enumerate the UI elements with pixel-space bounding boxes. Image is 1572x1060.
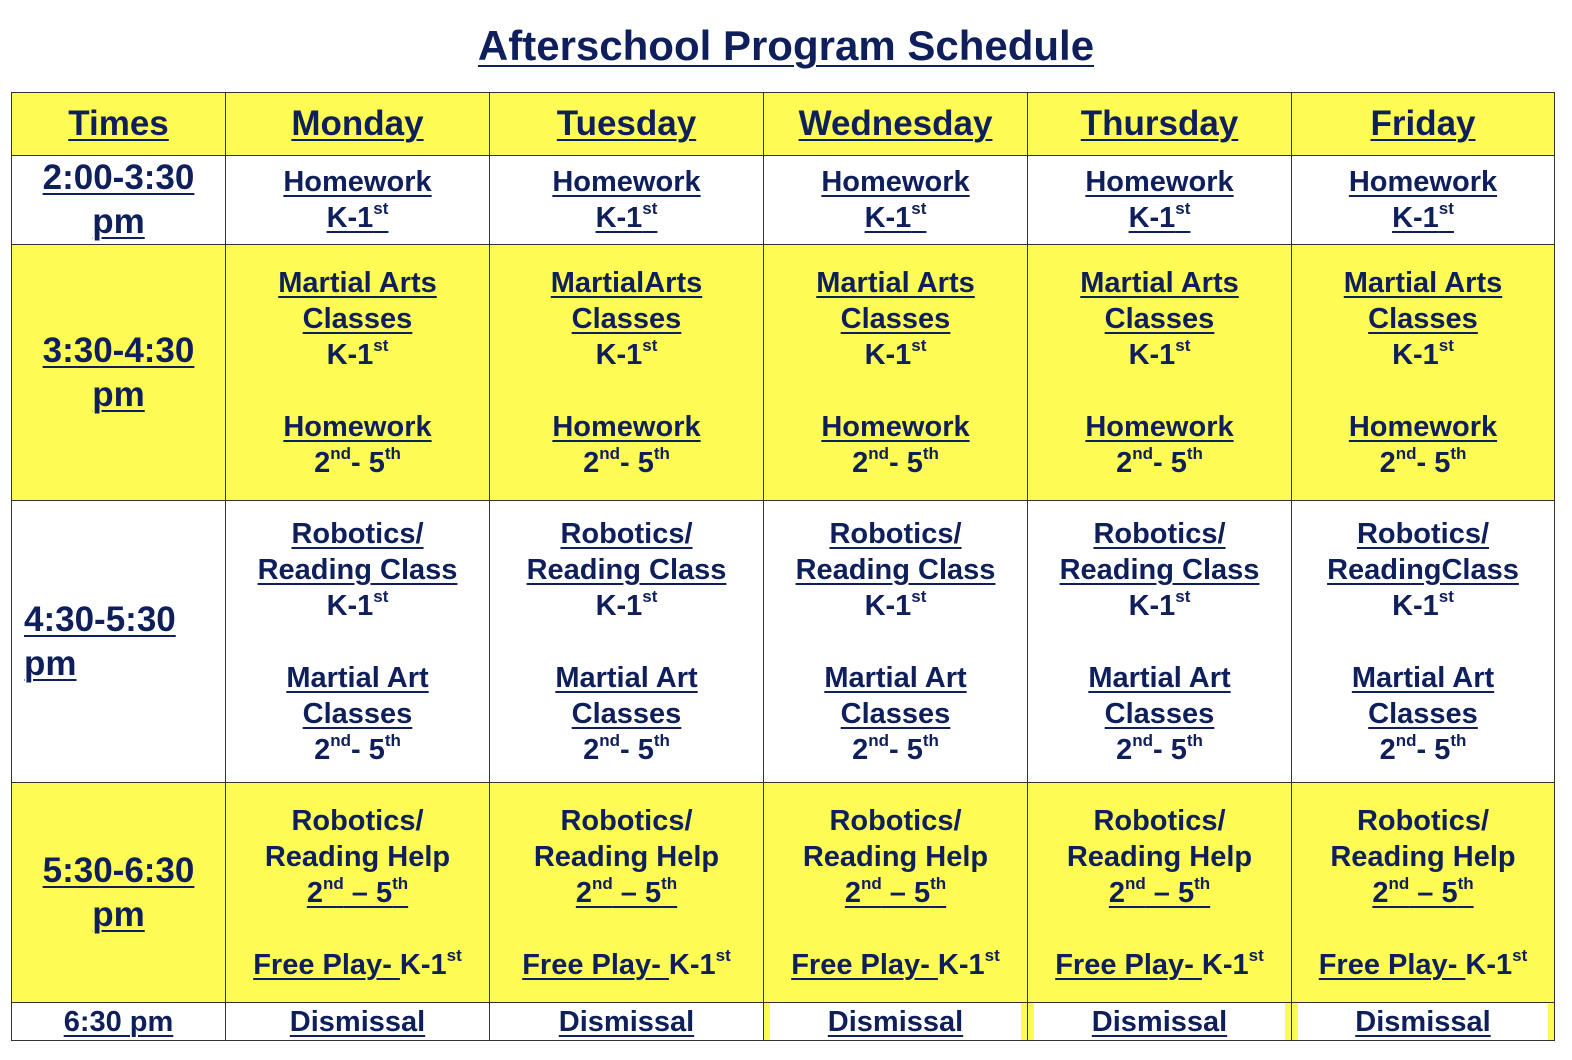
activity-label: Reading Help <box>1330 840 1516 873</box>
activity-label: Reading Class <box>526 553 727 586</box>
schedule-cell: Martial Arts Classes K-1st Homework 2nd- 5th <box>1292 245 1555 501</box>
activity-label: Classes <box>840 302 951 335</box>
schedule-table <box>11 92 1555 1041</box>
activity-label: Homework <box>283 410 432 443</box>
schedule-cell: Robotics/ Reading Class K-1st Martial Art Classes 2nd- 5th <box>764 501 1028 783</box>
activity-label: Homework <box>1348 166 1498 198</box>
schedule-cell <box>226 1003 490 1041</box>
activity-label: Free Play- <box>1055 948 1202 981</box>
schedule-cell: Robotics/ Reading Help 2nd – 5th Free Play- K-1st <box>490 783 764 1003</box>
header-monday <box>226 93 490 156</box>
time-cell <box>12 501 226 783</box>
activity-label: Robotics/ <box>291 804 424 837</box>
activity-label: ReadingClass <box>1327 553 1519 586</box>
schedule-cell: Robotics/ Reading Help 2nd – 5th Free Play- K-1st <box>1028 783 1292 1003</box>
activity-label: Martial Art <box>555 661 698 694</box>
activity-label: Robotics/ <box>829 517 962 550</box>
activity-label: Reading Help <box>802 840 989 873</box>
header-label: Friday <box>1370 104 1476 143</box>
header-thursday <box>1028 93 1292 156</box>
page-title <box>0 18 1572 74</box>
header-row <box>12 93 1555 156</box>
activity-label: Robotics/ <box>1093 517 1226 550</box>
activity-label: Homework <box>821 410 970 443</box>
header-tuesday <box>490 93 764 156</box>
time-label: 5:30-6:30 pm <box>42 850 195 934</box>
header-label: Monday <box>291 104 424 143</box>
schedule-cell <box>764 1003 1028 1041</box>
time-cell <box>12 245 226 501</box>
header-times <box>12 93 226 156</box>
time-cell <box>12 156 226 245</box>
activity-label: Martial Art <box>1088 661 1231 694</box>
schedule-cell <box>490 1003 764 1041</box>
time-label: 4:30-5:30 pm <box>24 599 176 683</box>
grade-label: K-1st <box>1392 199 1454 234</box>
activity-label: Homework <box>283 166 432 198</box>
activity-label: Classes <box>1368 302 1478 335</box>
activity-label: Free Play- <box>522 948 669 981</box>
activity-label: Dismissal <box>827 1005 964 1038</box>
time-label: 3:30-4:30 pm <box>42 330 195 414</box>
activity-label: Classes <box>1104 697 1215 730</box>
activity-label: Classes <box>302 697 413 730</box>
activity-label: Homework <box>821 166 970 198</box>
activity-label: Robotics/ <box>291 517 424 550</box>
activity-label: Classes <box>302 302 413 335</box>
activity-label: Classes <box>571 302 682 335</box>
schedule-cell <box>1292 1003 1555 1041</box>
activity-label: Robotics/ <box>1356 517 1490 550</box>
schedule-cell: Robotics/ Reading Help 2nd – 5th Free Play- K-1st <box>226 783 490 1003</box>
schedule-cell: MartialArts Classes K-1st Homework 2nd- 5th <box>490 245 764 501</box>
activity-label: Robotics/ <box>1093 804 1226 837</box>
page-title-text: Afterschool Program Schedule <box>477 22 1095 69</box>
grade-label: K-1st <box>1128 199 1191 234</box>
activity-label: Martial Art <box>1351 661 1495 694</box>
activity-label: Martial Arts <box>1080 266 1239 299</box>
header-friday <box>1292 93 1555 156</box>
schedule-cell <box>1028 156 1292 245</box>
activity-label: Martial Art <box>286 661 429 694</box>
schedule-cell <box>1028 1003 1292 1041</box>
time-label: 2:00-3:30 pm <box>42 158 195 241</box>
schedule-cell: Martial Arts Classes K-1st Homework 2nd- 5th <box>226 245 490 501</box>
activity-label: Classes <box>1104 302 1215 335</box>
activity-label: Reading Class <box>257 553 458 586</box>
table-row <box>12 501 1555 783</box>
activity-label: MartialArts <box>550 266 703 299</box>
header-label: Tuesday <box>556 104 697 143</box>
activity-label: Homework <box>552 166 701 198</box>
time-cell <box>12 783 226 1003</box>
activity-label: Robotics/ <box>829 804 962 837</box>
activity-label: Martial Arts <box>278 266 437 299</box>
schedule-cell: Robotics/ ReadingClass K-1st Martial Art Classes 2nd- 5th <box>1292 501 1555 783</box>
time-cell <box>12 1003 226 1041</box>
schedule-cell: Martial Arts Classes K-1st Homework 2nd- 5th <box>1028 245 1292 501</box>
activity-label: Robotics/ <box>560 804 693 837</box>
table-row <box>12 156 1555 245</box>
header-label: Wednesday <box>798 104 993 143</box>
activity-label: Robotics/ <box>1356 804 1490 837</box>
schedule-cell: Robotics/ Reading Class K-1st Martial Art Classes 2nd- 5th <box>226 501 490 783</box>
activity-label: Martial Arts <box>816 266 975 299</box>
schedule-cell: Robotics/ Reading Help 2nd – 5th Free Play- K-1st <box>1292 783 1555 1003</box>
activity-label: Martial Art <box>824 661 967 694</box>
table-row <box>12 1003 1555 1041</box>
activity-label: Classes <box>840 697 951 730</box>
activity-label: Dismissal <box>289 1005 426 1038</box>
schedule-cell: Robotics/ Reading Class K-1st Martial Art Classes 2nd- 5th <box>1028 501 1292 783</box>
schedule-cell <box>764 156 1028 245</box>
activity-label: Free Play- <box>1318 948 1466 981</box>
activity-label: Dismissal <box>1355 1005 1491 1038</box>
schedule-cell <box>490 156 764 245</box>
activity-label: Free Play- <box>791 948 938 981</box>
header-label: Thursday <box>1080 104 1239 143</box>
activity-label: Dismissal <box>558 1005 695 1038</box>
activity-label: Reading Class <box>1059 553 1260 586</box>
activity-label: Dismissal <box>1091 1005 1228 1038</box>
time-label: 6:30 pm <box>63 1005 174 1038</box>
activity-label: Free Play- <box>253 948 400 981</box>
schedule-cell: Robotics/ Reading Class K-1st Martial Art Classes 2nd- 5th <box>490 501 764 783</box>
grade-label: K-1st <box>595 199 658 234</box>
schedule-cell <box>226 156 490 245</box>
activity-label: Homework <box>552 410 701 443</box>
header-label: Times <box>68 104 169 143</box>
schedule-cell: Robotics/ Reading Help 2nd – 5th Free Play- K-1st <box>764 783 1028 1003</box>
schedule-cell: Martial Arts Classes K-1st Homework 2nd- 5th <box>764 245 1028 501</box>
activity-label: Reading Class <box>795 553 996 586</box>
activity-label: Reading Help <box>1066 840 1253 873</box>
activity-label: Reading Help <box>533 840 720 873</box>
activity-label: Homework <box>1085 410 1234 443</box>
header-wednesday <box>764 93 1028 156</box>
schedule-cell <box>1292 156 1555 245</box>
activity-label: Martial Arts <box>1343 266 1503 299</box>
grade-label: K-1st <box>326 199 389 234</box>
activity-label: Classes <box>571 697 682 730</box>
activity-label: Homework <box>1348 410 1498 443</box>
activity-label: Classes <box>1368 697 1478 730</box>
activity-label: Reading Help <box>264 840 451 873</box>
table-row <box>12 245 1555 501</box>
grade-label: K-1st <box>864 199 927 234</box>
activity-label: Homework <box>1085 166 1234 198</box>
activity-label: Robotics/ <box>560 517 693 550</box>
table-row <box>12 783 1555 1003</box>
